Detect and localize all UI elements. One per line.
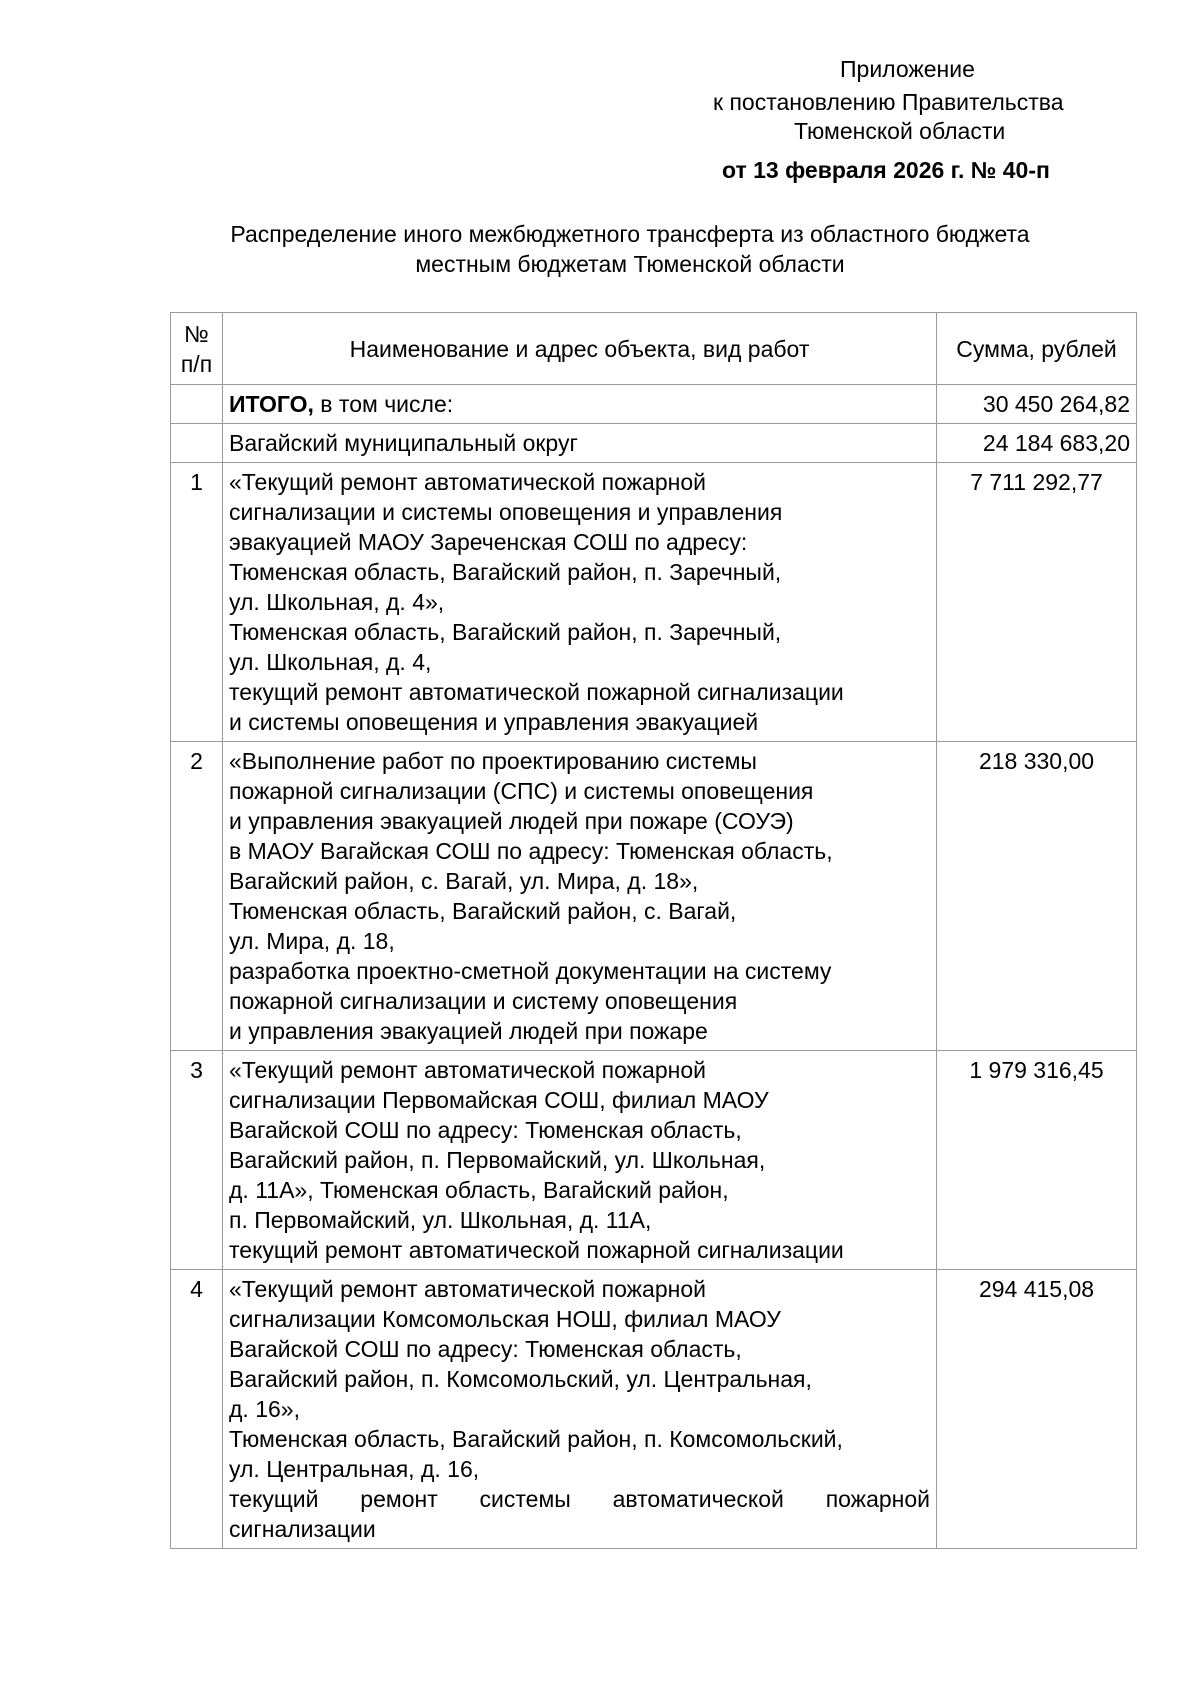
table-row <box>171 1051 1137 1270</box>
row-description <box>223 1051 937 1270</box>
description-line: «Выполнение работ по проектированию системы <box>229 748 757 774</box>
description-line: сигнализации Комсомольская НОШ, филиал МАОУ <box>229 1306 781 1332</box>
description-line: Тюменская область, Вагайский район, п. Заречный, <box>229 559 782 585</box>
resolution-date-number: от 13 февраля 2026 г. № 40-п <box>722 157 1050 183</box>
row-number: 2 <box>171 742 223 1051</box>
header-number-sign: № <box>184 320 209 347</box>
description-line: Вагайской СОШ по адресу: Тюменская область, <box>229 1336 742 1362</box>
total-label <box>223 385 937 424</box>
description-line: Вагайский район, п. Первомайский, ул. Школьная, <box>229 1147 766 1173</box>
description-line: «Текущий ремонт автоматической пожарной <box>229 1276 706 1302</box>
description-line: Тюменская область, Вагайский район, п. Комсомольский, <box>229 1426 843 1452</box>
table-row <box>171 1270 1137 1549</box>
table-row <box>171 463 1137 742</box>
resolution-reference: к постановлению Правительства <box>713 89 1064 115</box>
row-description <box>223 463 937 742</box>
description-line: пожарной сигнализации и систему оповещения <box>229 988 738 1014</box>
district-num-cell <box>171 424 223 463</box>
description-line-justified: текущий ремонт системы автоматической пожарной <box>229 1486 930 1512</box>
description-line: Вагайский район, с. Вагай, ул. Мира, д. 18», <box>229 868 699 894</box>
district-row <box>171 424 1137 463</box>
description-line: ул. Мира, д. 18, <box>229 928 395 954</box>
row-description <box>223 1270 937 1549</box>
description-line: сигнализации <box>229 1516 376 1542</box>
row-number: 4 <box>171 1270 223 1549</box>
description-line: пожарной сигнализации (СПС) и системы оповещения <box>229 778 814 804</box>
table-header-row <box>171 313 1137 385</box>
table-row <box>171 742 1137 1051</box>
header-number-pp: п/п <box>180 350 213 377</box>
appendix-label: Приложение <box>840 56 975 82</box>
description-line: и управления эвакуацией людей при пожаре <box>229 1018 708 1044</box>
distribution-table <box>170 312 1137 1549</box>
row-sum: 294 415,08 <box>937 1270 1137 1549</box>
row-number: 1 <box>171 463 223 742</box>
description-line: эвакуацией МАОУ Зареченская СОШ по адресу: <box>229 529 748 555</box>
description-line: Тюменская область, Вагайский район, с. Вагай, <box>229 898 737 924</box>
description-line: сигнализации и системы оповещения и управления <box>229 499 783 525</box>
description-line: ул. Центральная, д. 16, <box>229 1456 480 1482</box>
description-line: разработка проектно-сметной документации на систему <box>229 958 832 984</box>
description-line: текущий ремонт автоматической пожарной сигнализации <box>229 679 844 705</box>
row-description <box>223 742 937 1051</box>
row-number: 3 <box>171 1051 223 1270</box>
region-name: Тюменской области <box>794 118 1006 144</box>
total-row <box>171 385 1137 424</box>
description-line: «Текущий ремонт автоматической пожарной <box>229 469 706 495</box>
description-line: сигнализации Первомайская СОШ, филиал МАОУ <box>229 1087 769 1113</box>
description-line: и системы оповещения и управления эвакуацией <box>229 709 759 735</box>
description-line: п. Первомайский, ул. Школьная, д. 11А, <box>229 1207 652 1233</box>
header-sum: Сумма, рублей <box>937 313 1137 385</box>
description-line: Тюменская область, Вагайский район, п. Заречный, <box>229 619 782 645</box>
district-label: Вагайский муниципальный округ <box>223 424 937 463</box>
description-line: д. 16», <box>229 1396 300 1422</box>
description-line: «Текущий ремонт автоматической пожарной <box>229 1057 706 1083</box>
description-line: Вагайской СОШ по адресу: Тюменская область, <box>229 1117 742 1143</box>
district-sum: 24 184 683,20 <box>937 424 1137 463</box>
title-line-2: местным бюджетам Тюменской области <box>415 251 845 277</box>
row-sum: 1 979 316,45 <box>937 1051 1137 1270</box>
description-line: и управления эвакуацией людей при пожаре (СОУЭ) <box>229 808 794 834</box>
total-num-cell <box>171 385 223 424</box>
description-line: д. 11А», Тюменская область, Вагайский район, <box>229 1177 729 1203</box>
total-label-bold: ИТОГО, <box>229 391 314 417</box>
description-line: в МАОУ Вагайская СОШ по адресу: Тюменская область, <box>229 838 833 864</box>
description-line: Вагайский район, п. Комсомольский, ул. Центральная, <box>229 1366 812 1392</box>
description-line: ул. Школьная, д. 4, <box>229 649 432 675</box>
document-title <box>0 219 1200 279</box>
description-line: текущий ремонт автоматической пожарной сигнализации <box>229 1237 844 1263</box>
header-name: Наименование и адрес объекта, вид работ <box>223 313 937 385</box>
total-sum: 30 450 264,82 <box>937 385 1137 424</box>
row-sum: 7 711 292,77 <box>937 463 1137 742</box>
title-line-1: Распределение иного межбюджетного трансферта из областного бюджета <box>230 221 1030 247</box>
header-number <box>171 313 223 385</box>
total-label-rest: в том числе: <box>313 391 454 417</box>
description-line: ул. Школьная, д. 4», <box>229 589 445 615</box>
row-sum: 218 330,00 <box>937 742 1137 1051</box>
